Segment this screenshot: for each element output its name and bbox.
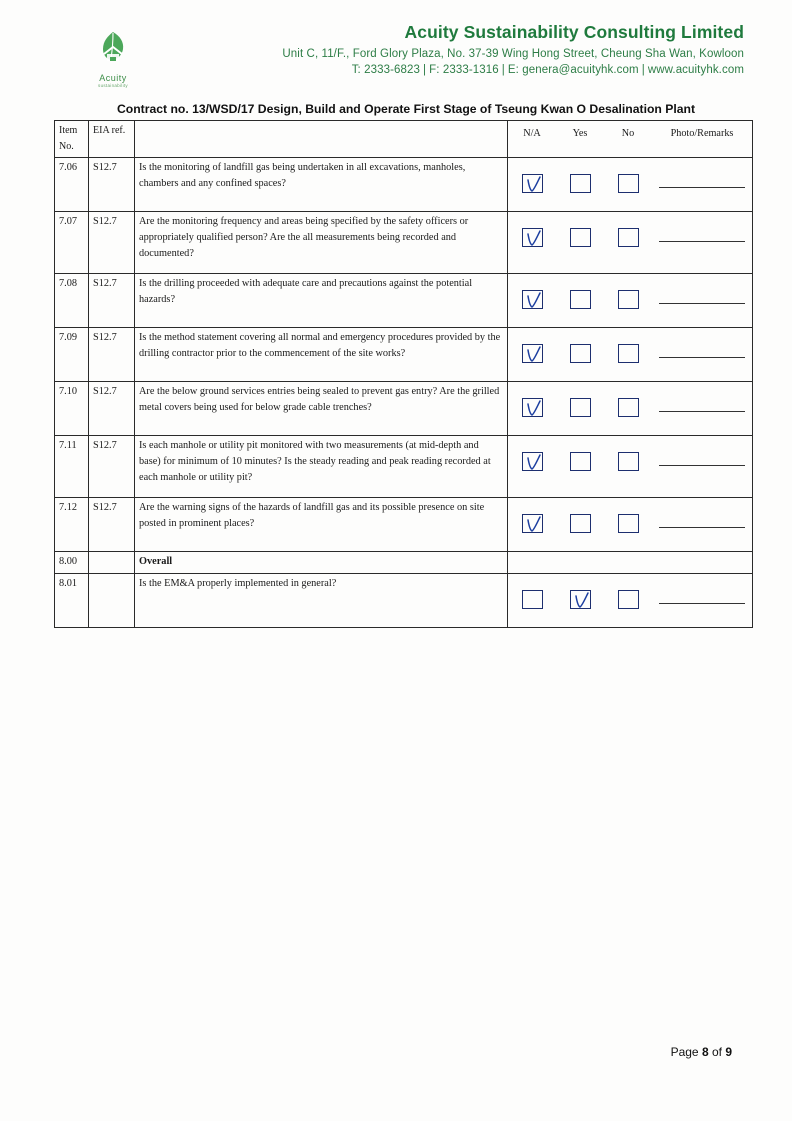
header-na-label: N/A [523,128,541,140]
cell-description: Are the monitoring frequency and areas being specified by the safety officers or appropriately qualified person? Are the all measurements being recorded and documented? [135,212,508,274]
na-checkbox[interactable] [522,344,543,363]
page-header [0,0,792,88]
yes-checkbox[interactable] [570,344,591,363]
phone-label: T: 2333-6823 [351,64,421,76]
yes-column [556,174,604,193]
cell-description: Are the warning signs of the hazards of landfill gas and its possible presence on site posted in prominent places? [135,498,508,552]
photo-remarks-line[interactable] [659,302,745,304]
na-column [508,174,556,193]
header-text-block [156,22,748,76]
no-column [604,514,652,533]
photo-remarks-column[interactable] [652,344,752,358]
company-contact [156,64,744,76]
header-cell-answers [508,121,753,158]
footer-page-total: 9 [725,1045,732,1059]
na-checkbox[interactable] [522,590,543,609]
na-column [508,398,556,417]
cell-description: Are the below ground services entries being sealed to prevent gas entry? Are the grilled metal covers being used for below grade cable trenches? [135,382,508,436]
photo-remarks-line[interactable] [659,526,745,528]
cell-eia-ref [89,552,135,574]
table-row [55,382,753,436]
no-checkbox[interactable] [618,514,639,533]
na-checkbox[interactable] [522,514,543,533]
contract-title: Contract no. 13/WSD/17 Design, Build and Operate First Stage of Tseung Kwan O Desalination Plant [116,102,696,116]
cell-eia-ref: S12.7 [89,274,135,328]
no-column [604,228,652,247]
no-column [604,398,652,417]
na-column [508,228,556,247]
cell-answers [508,552,753,574]
na-column [508,452,556,471]
photo-remarks-line[interactable] [659,410,745,412]
check-mark-icon [525,228,543,248]
cell-answers [508,436,753,498]
table-row [55,328,753,382]
check-mark-icon [525,290,543,310]
yes-checkbox[interactable] [570,398,591,417]
yes-column [556,228,604,247]
no-checkbox[interactable] [618,398,639,417]
header-no-label: No [621,128,635,140]
cell-answers [508,328,753,382]
photo-remarks-column[interactable] [652,174,752,188]
logo-tagline: sustainability [98,83,128,88]
table-row [55,573,753,627]
photo-remarks-line[interactable] [659,602,745,604]
table-row [55,212,753,274]
company-logo [70,22,156,88]
divider-3: | [641,64,645,76]
check-mark-icon [525,398,543,418]
no-column [604,174,652,193]
na-checkbox[interactable] [522,398,543,417]
na-column [508,514,556,533]
company-name: Acuity Sustainability Consulting Limited [404,22,744,42]
na-column [508,344,556,363]
header-cell-description [135,121,508,158]
cell-description: Is the method statement covering all normal and emergency procedures provided by the drilling contractor prior to the commencement of the site works? [135,328,508,382]
cell-item-no: 7.12 [55,498,89,552]
yes-column [556,398,604,417]
cell-description: Is the monitoring of landfill gas being undertaken in all excavations, manholes, chambers and any confined spaces? [135,158,508,212]
cell-answers [508,573,753,627]
leaf-house-icon [90,26,136,72]
table-row [55,158,753,212]
header-item-label: Item [59,125,78,136]
cell-description: Is each manhole or utility pit monitored with two measurements (at mid-depth and base) for minimum of 10 minutes? Is the steady reading and peak reading recorded at each manhole or utility pit? [135,436,508,498]
photo-remarks-line[interactable] [659,464,745,466]
header-item-line2: No. [59,140,74,152]
no-checkbox[interactable] [618,344,639,363]
divider-1: | [423,64,427,76]
yes-checkbox[interactable] [570,174,591,193]
header-photo-label: Photo/Remarks [670,128,734,140]
cell-answers [508,212,753,274]
email-label: E: genera@acuityhk.com [507,64,639,76]
yes-column [556,452,604,471]
cell-eia-ref: S12.7 [89,436,135,498]
check-mark-icon [525,514,543,534]
na-checkbox[interactable] [522,452,543,471]
photo-remarks-column[interactable] [652,398,752,412]
header-yes-label: Yes [572,128,588,140]
cell-item-no: 7.07 [55,212,89,274]
photo-remarks-column[interactable] [652,290,752,304]
photo-remarks-column[interactable] [652,514,752,528]
yes-column [556,290,604,309]
cell-eia-ref: S12.7 [89,498,135,552]
yes-checkbox[interactable] [570,452,591,471]
yes-checkbox[interactable] [570,228,591,247]
no-checkbox[interactable] [618,290,639,309]
divider-2: | [501,64,505,76]
checklist-table-wrapper [0,120,792,628]
no-checkbox[interactable] [618,174,639,193]
cell-eia-ref: S12.7 [89,158,135,212]
check-mark-icon [525,174,543,194]
cell-eia-ref: S12.7 [89,212,135,274]
table-row [55,436,753,498]
na-checkbox[interactable] [522,290,543,309]
cell-item-no: 7.08 [55,274,89,328]
footer-page-prefix: Page [670,1045,702,1059]
no-checkbox[interactable] [618,228,639,247]
cell-item-no: 7.10 [55,382,89,436]
na-checkbox[interactable] [522,174,543,193]
na-column [508,590,556,609]
cell-answers [508,158,753,212]
no-column [604,344,652,363]
table-row [55,552,753,574]
photo-remarks-line[interactable] [659,186,745,188]
cell-item-no: 7.11 [55,436,89,498]
cell-item-no: 8.01 [55,573,89,627]
yes-checkbox[interactable] [570,290,591,309]
photo-remarks-column[interactable] [652,228,752,242]
cell-eia-ref [89,573,135,627]
photo-remarks-line[interactable] [659,356,745,358]
yes-column [556,514,604,533]
na-checkbox[interactable] [522,228,543,247]
check-mark-icon [525,452,543,472]
table-header-row [55,121,753,158]
no-column [604,290,652,309]
no-checkbox[interactable] [618,452,639,471]
yes-checkbox[interactable] [570,590,591,609]
yes-column [556,344,604,363]
no-column [604,452,652,471]
cell-description: Overall [135,552,508,574]
photo-remarks-column[interactable] [652,590,752,604]
cell-item-no: 7.06 [55,158,89,212]
footer-page-number: 8 [701,1045,709,1059]
header-cell-item [55,121,89,158]
cell-description: Is the drilling proceeded with adequate care and precautions against the potential hazards? [135,274,508,328]
cell-item-no: 7.09 [55,328,89,382]
photo-remarks-column[interactable] [652,452,752,466]
cell-eia-ref: S12.7 [89,382,135,436]
cell-description: Is the EM&A properly implemented in general? [135,573,508,627]
website-label: www.acuityhk.com [647,64,744,76]
no-column [604,590,652,609]
company-address: Unit C, 11/F., Ford Glory Plaza, No. 37-39 Wing Hong Street, Cheung Sha Wan, Kowloon [282,48,744,60]
header-cell-eia: EIA ref. [89,121,135,158]
cell-answers [508,274,753,328]
cell-answers [508,498,753,552]
yes-checkbox[interactable] [570,514,591,533]
logo-wordmark: Acuity [99,73,127,83]
checklist-table [54,120,753,628]
photo-remarks-line[interactable] [659,240,745,242]
na-column [508,290,556,309]
fax-label: F: 2333-1316 [429,64,499,76]
page-footer [671,1045,732,1059]
check-mark-icon [573,590,591,610]
check-mark-icon [525,344,543,364]
cell-answers [508,382,753,436]
table-row [55,498,753,552]
no-checkbox[interactable] [618,590,639,609]
footer-page-middle: of [708,1045,726,1059]
table-row [55,274,753,328]
yes-column [556,590,604,609]
cell-item-no: 8.00 [55,552,89,574]
cell-eia-ref: S12.7 [89,328,135,382]
